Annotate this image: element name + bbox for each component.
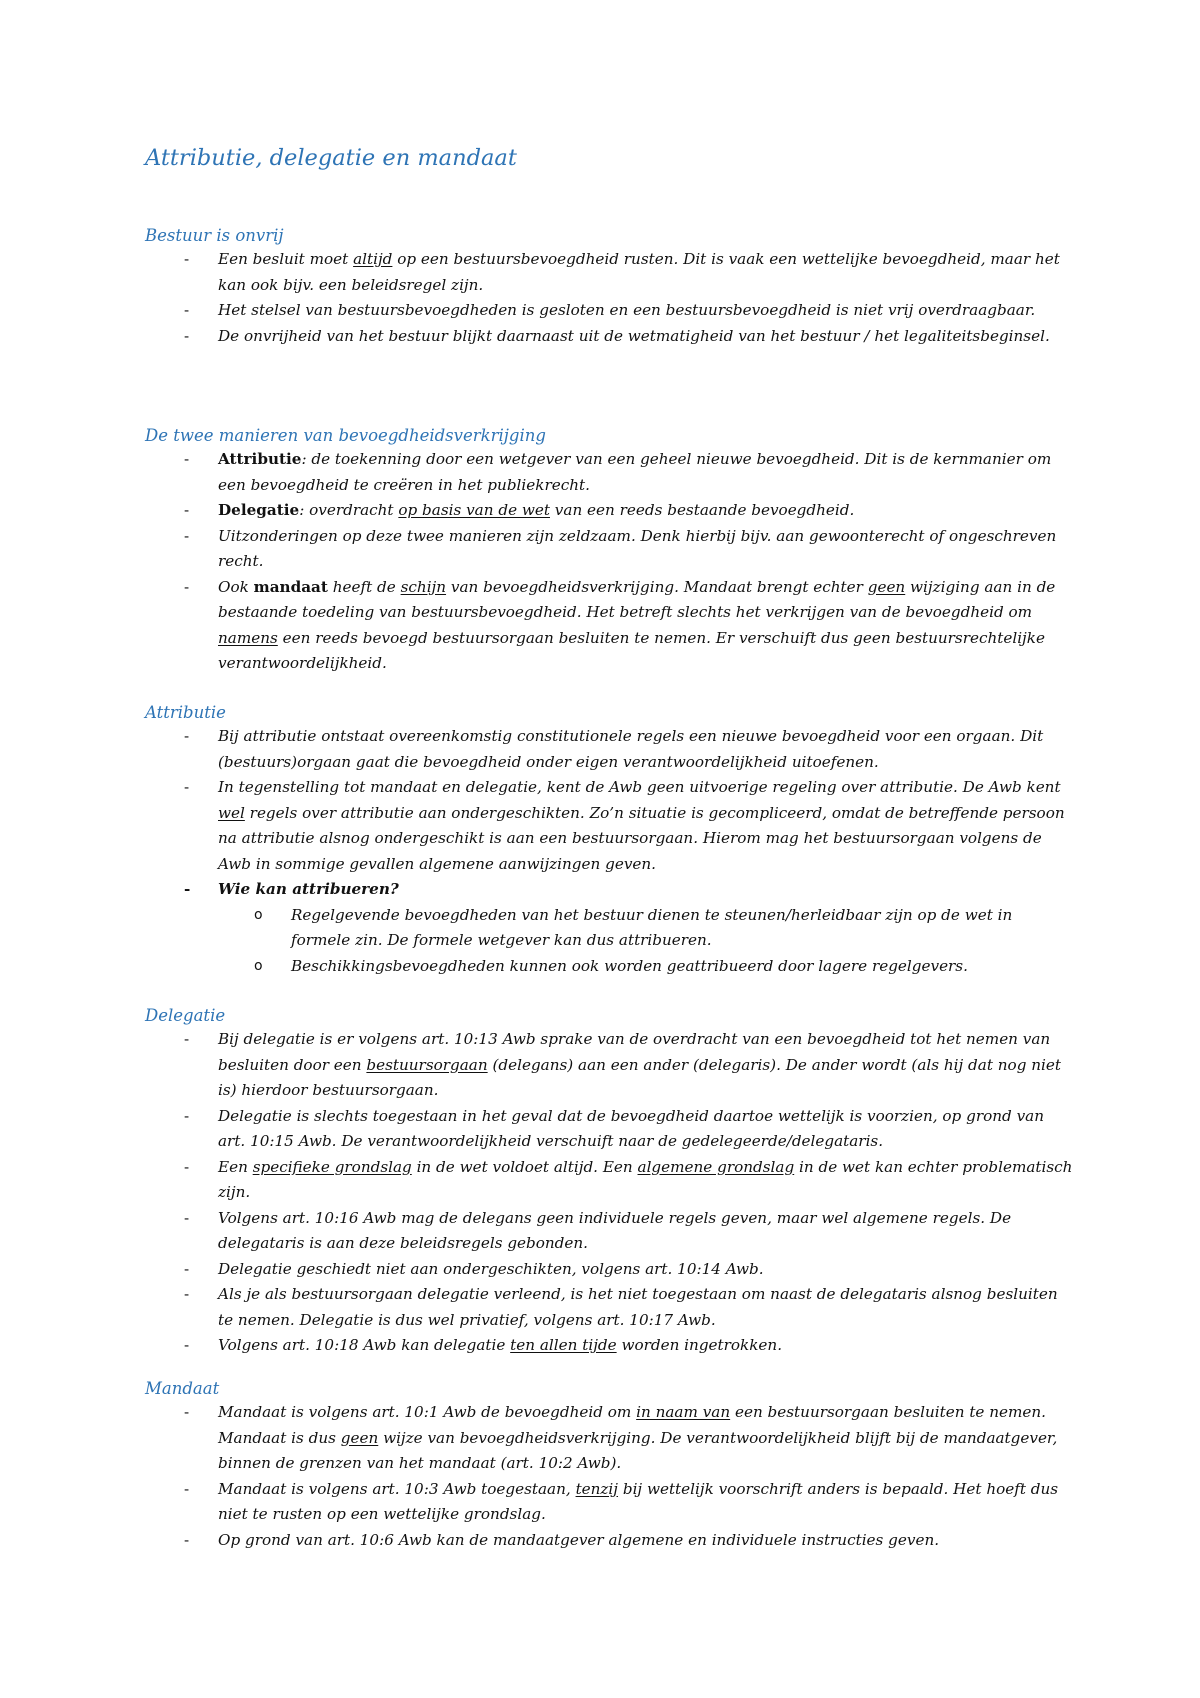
- dash-bullet-icon: -: [184, 1259, 190, 1278]
- dash-bullet-icon: -: [184, 880, 191, 898]
- list-item: - Als je als bestuursorgaan delegatie verleend, is het niet toegestaan om naast de delegataris alsnog besluiten te nemen. Delegatie is dus wel privatief, volgens art. 10:17 Awb.: [145, 1282, 1075, 1333]
- dash-bullet-icon: -: [184, 1157, 190, 1176]
- section-twee-manieren: [145, 424, 1075, 677]
- underlined-term: bestuursorgaan: [366, 1055, 488, 1074]
- bullet-list: [145, 1027, 1075, 1359]
- list-item: - Een specifieke grondslag in de wet voldoet altijd. Een algemene grondslag in de wet kan echter problematisch zijn.: [145, 1155, 1075, 1206]
- section-heading: Mandaat: [145, 1379, 220, 1398]
- underlined-term: tenzij: [575, 1479, 619, 1498]
- list-item: - Een besluit moet altijd op een bestuursbevoegdheid rusten. Dit is vaak een wettelijke bevoegdheid, maar het kan ook bijv. een beleidsregel zijn.: [145, 247, 1075, 298]
- underlined-term: wel: [218, 803, 245, 822]
- section-delegatie: [145, 1004, 1075, 1359]
- list-item: - Ook mandaat heeft de schijn van bevoegdheidsverkrijging. Mandaat brengt echter geen wijziging aan in de bestaande toedeling van bestuursbevoegdheid. Het betreft slechts het verkrijgen van de bevoegdheid om namens een reeds bevoegd bestuursorgaan besluiten te nemen. Er verschuift dus geen bestuursrechtelijke verantwoordelijkheid.: [145, 575, 1075, 677]
- bullet-list: [145, 1400, 1075, 1553]
- bold-term: Attributie: [218, 450, 302, 468]
- dash-bullet-icon: -: [184, 526, 190, 545]
- list-item: - Volgens art. 10:18 Awb kan delegatie ten allen tijde worden ingetrokken.: [145, 1333, 1075, 1359]
- dash-bullet-icon: -: [184, 301, 190, 319]
- section-attributie: [145, 701, 1075, 979]
- dash-bullet-icon: -: [184, 727, 190, 745]
- list-item: - Delegatie is slechts toegestaan in het geval dat de bevoegdheid daartoe wettelijk is voorzien, op grond van art. 10:15 Awb. De verantwoordelijkheid verschuift naar de gedelegeerde/delegataris.: [145, 1104, 1075, 1155]
- list-item: [145, 877, 1075, 979]
- dash-bullet-icon: -: [184, 1403, 190, 1421]
- list-item: - Mandaat is volgens art. 10:3 Awb toegestaan, tenzij bij wettelijk voorschrift anders is bepaald. Het hoeft dus niet te rusten op een wettelijke grondslag.: [145, 1477, 1075, 1528]
- section-bestuur-is-onvrij: [145, 224, 1075, 349]
- underlined-term: geen: [867, 577, 906, 596]
- list-item: - Volgens art. 10:16 Awb mag de delegans geen individuele regels geven, maar wel algemene regels. De delegataris is aan deze beleidsregels gebonden.: [145, 1206, 1075, 1257]
- underlined-term: geen: [340, 1428, 379, 1447]
- list-item: - In tegenstelling tot mandaat en delegatie, kent de Awb geen uitvoerige regeling over attributie. De Awb kent wel regels over attributie aan ondergeschikten. Zo’n situatie is gecompliceerd, omdat de betreffende persoon na attributie alsnog ondergeschikt is aan een bestuursorgaan. Hierom mag het bestuursorgaan volgens de Awb in sommige gevallen algemene aanwijzingen geven.: [145, 775, 1075, 877]
- list-item: - Het stelsel van bestuursbevoegdheden is gesloten en een bestuursbevoegdheid is niet vrij overdraagbaar.: [145, 298, 1075, 324]
- underlined-term: namens: [218, 628, 278, 647]
- list-item: - Delegatie geschiedt niet aan ondergeschikten, volgens art. 10:14 Awb.: [145, 1257, 1075, 1283]
- circle-bullet-icon: o: [254, 957, 263, 974]
- section-heading: De twee manieren van bevoegdheidsverkrijging: [145, 426, 546, 445]
- underlined-term: in naam van: [636, 1403, 731, 1421]
- sub-bullet-list: [218, 903, 1075, 980]
- list-item: - Bij delegatie is er volgens art. 10:13 Awb sprake van de overdracht van een bevoegdheid tot het nemen van besluiten door een bestuursorgaan (delegans) aan een ander (delegaris). De ander wordt (als hij dat nog niet is) hierdoor bestuursorgaan.: [145, 1027, 1075, 1104]
- dash-bullet-icon: -: [184, 1336, 190, 1354]
- bullet-list: [145, 247, 1075, 349]
- list-item: - Mandaat is volgens art. 10:1 Awb de bevoegdheid om in naam van een bestuursorgaan besluiten te nemen. Mandaat is dus geen wijze van bevoegdheidsverkrijging. De verantwoordelijkheid blijft bij de mandaatgever, binnen de grenzen van het mandaat (art. 10:2 Awb).: [145, 1400, 1075, 1477]
- dash-bullet-icon: -: [184, 1106, 190, 1125]
- dash-bullet-icon: -: [184, 1208, 190, 1227]
- list-item: - Op grond van art. 10:6 Awb kan de mandaatgever algemene en individuele instructies geven.: [145, 1528, 1075, 1554]
- bullet-list: [145, 447, 1075, 677]
- dash-bullet-icon: -: [184, 250, 190, 268]
- dash-bullet-icon: -: [184, 1530, 190, 1549]
- section-heading: Delegatie: [145, 1006, 226, 1025]
- list-item: - Attributie: de toekenning door een wetgever van een geheel nieuwe bevoegdheid. Dit is de kernmanier om een bevoegdheid te creëren in het publiekrecht.: [145, 447, 1075, 498]
- underlined-term: specifieke grondslag: [252, 1157, 412, 1176]
- dash-bullet-icon: -: [184, 577, 190, 596]
- dash-bullet-icon: -: [184, 501, 190, 519]
- list-item: - Delegatie: overdracht op basis van de wet van een reeds bestaande bevoegdheid.: [145, 498, 1075, 524]
- sub-list-item: o Beschikkingsbevoegdheden kunnen ook worden geattribueerd door lagere regelgevers.: [218, 954, 1075, 980]
- section-mandaat: [145, 1377, 1075, 1553]
- dash-bullet-icon: -: [184, 1285, 190, 1303]
- dash-bullet-icon: -: [184, 450, 190, 468]
- underlined-term: algemene grondslag: [637, 1157, 795, 1176]
- list-item: - Uitzonderingen op deze twee manieren zijn zeldzaam. Denk hierbij bijv. aan gewoonterecht of ongeschreven recht.: [145, 524, 1075, 575]
- dash-bullet-icon: -: [184, 778, 190, 796]
- underlined-term: ten allen tijde: [510, 1336, 617, 1354]
- section-heading: Attributie: [145, 703, 226, 722]
- underlined-term: altijd: [353, 250, 393, 268]
- bullet-list: [145, 724, 1075, 979]
- list-item: - De onvrijheid van het bestuur blijkt daarnaast uit de wetmatigheid van het bestuur / het legaliteitsbeginsel.: [145, 324, 1075, 350]
- dash-bullet-icon: -: [184, 1479, 190, 1498]
- list-item: - Bij attributie ontstaat overeenkomstig constitutionele regels een nieuwe bevoegdheid voor een orgaan. Dit (bestuurs)orgaan gaat die bevoegdheid onder eigen verantwoordelijkheid uitoefenen.: [145, 724, 1075, 775]
- section-heading: Bestuur is onvrij: [145, 226, 284, 245]
- subheading-label: Wie kan attribueren?: [218, 880, 399, 898]
- dash-bullet-icon: -: [184, 326, 190, 345]
- underlined-term: op basis van de wet: [398, 501, 550, 519]
- dash-bullet-icon: -: [184, 1030, 190, 1048]
- sub-list-item: o Regelgevende bevoegdheden van het bestuur dienen te steunen/herleidbaar zijn op de wet in formele zin. De formele wetgever kan dus attribueren.: [218, 903, 1075, 954]
- bold-term: mandaat: [253, 577, 328, 596]
- circle-bullet-icon: o: [254, 906, 263, 923]
- bold-term: Delegatie: [218, 501, 300, 519]
- underlined-term: schijn: [400, 577, 447, 596]
- document-title: Attributie, delegatie en mandaat: [145, 145, 517, 171]
